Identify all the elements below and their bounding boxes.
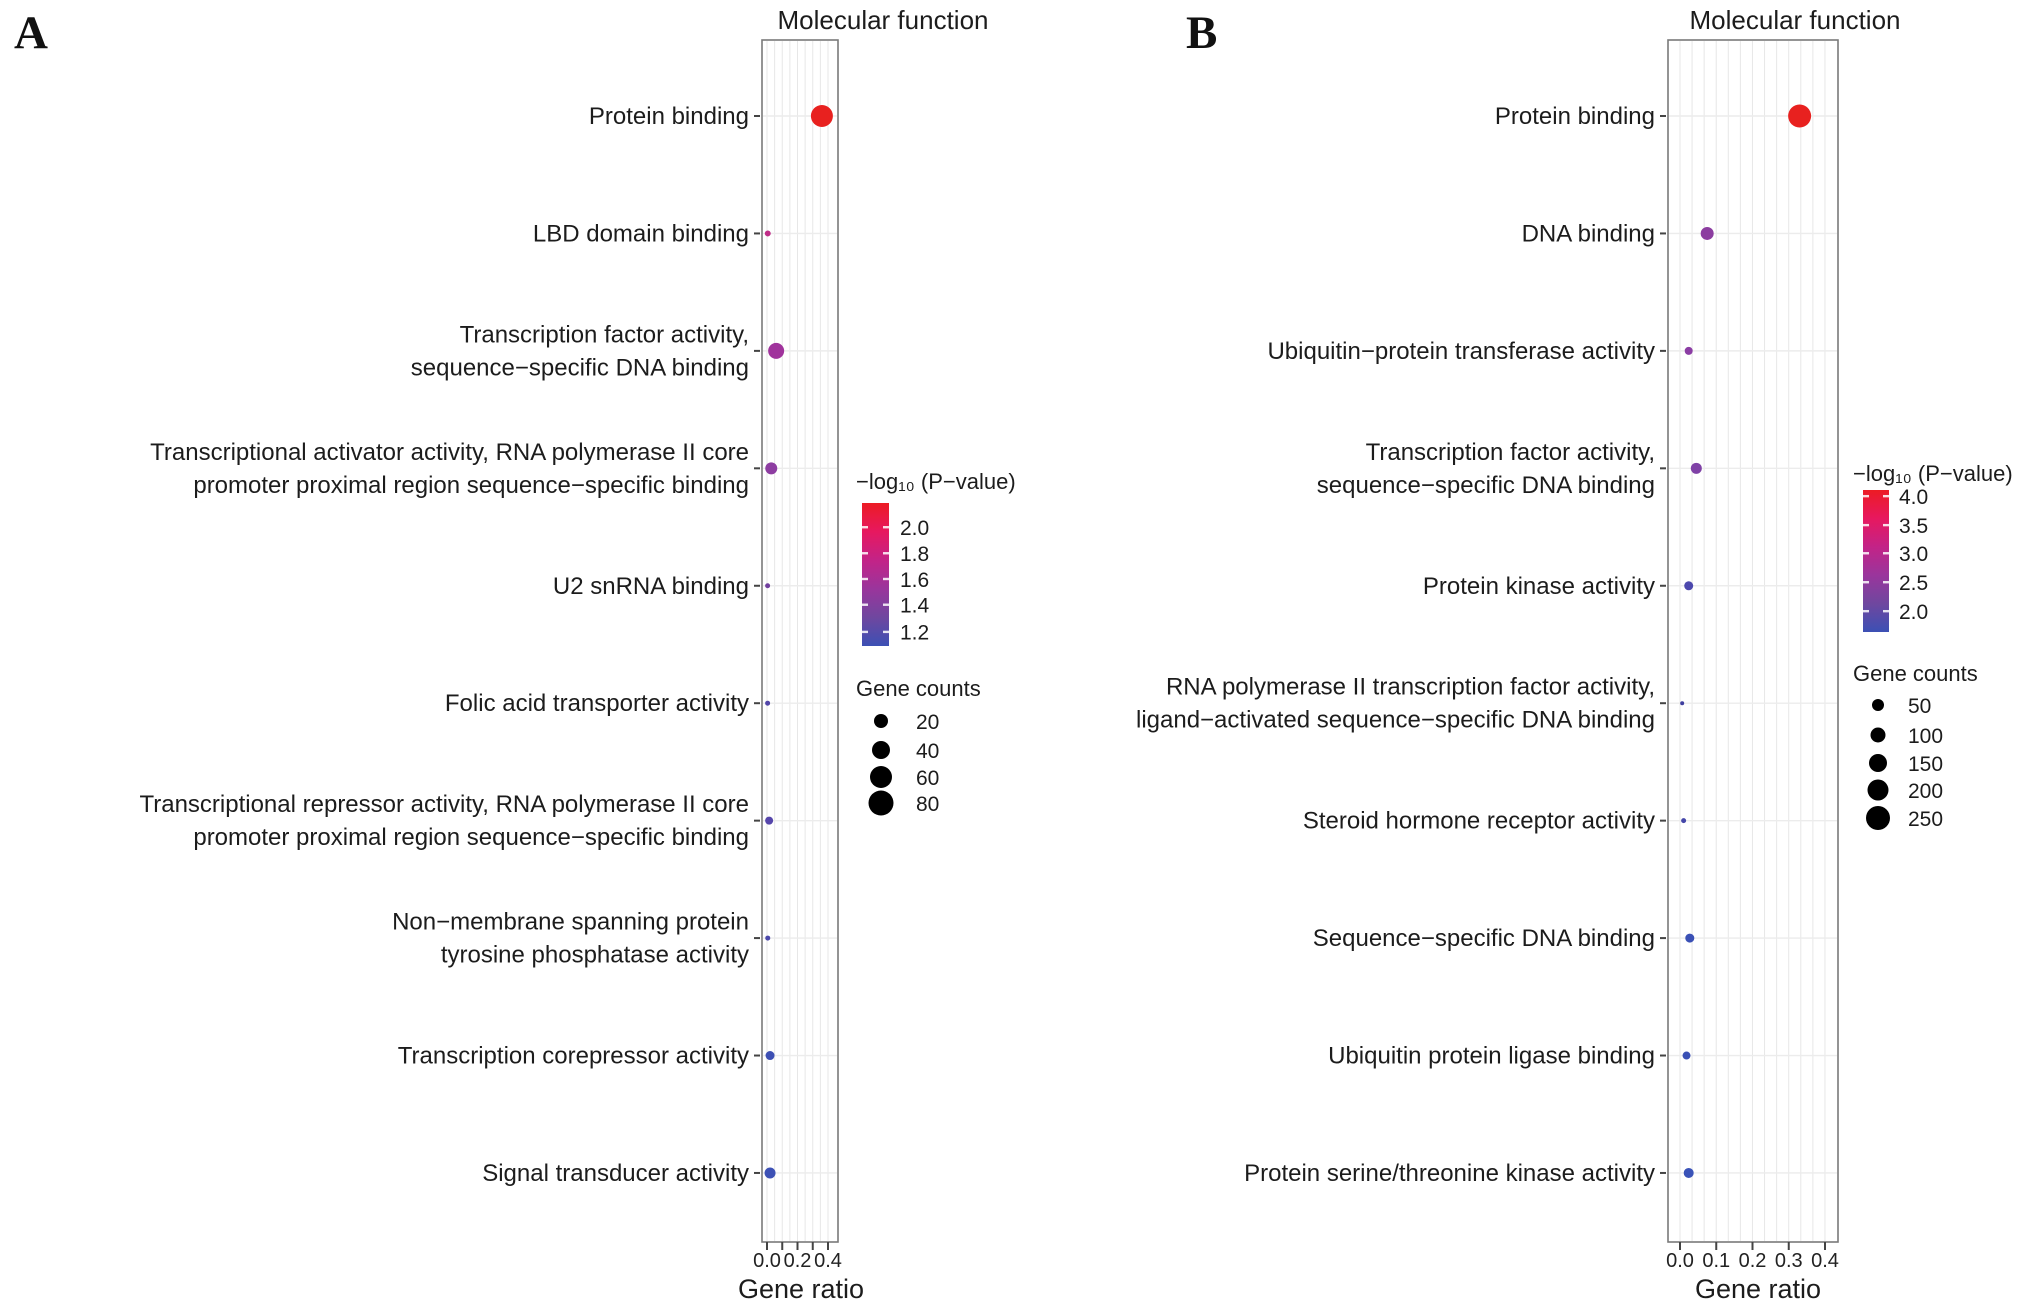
- color-legend-tick: [1883, 524, 1889, 526]
- color-legend-title: −log₁₀ (P−value): [856, 469, 1016, 494]
- category-label: LBD domain binding: [532, 220, 749, 248]
- x-axis-title: Gene ratio: [737, 1274, 865, 1304]
- color-legend-bar: [862, 503, 889, 646]
- color-legend-value: 2.0: [1899, 600, 1929, 624]
- color-legend-value: 1.8: [900, 543, 930, 567]
- color-legend-tick: [883, 552, 889, 554]
- size-legend-dot: [1868, 780, 1889, 801]
- data-point: [765, 936, 770, 941]
- size-legend-dot: [1872, 699, 1884, 711]
- data-point: [1681, 818, 1686, 823]
- x-tick-label: 0.1: [1702, 1250, 1731, 1272]
- color-legend-tick: [1863, 495, 1869, 497]
- color-legend-tick: [883, 578, 889, 580]
- x-tick-label: 0.0: [1666, 1250, 1694, 1272]
- category-label: Protein serine/threonine kinase activity: [1244, 1159, 1655, 1187]
- category-label: DNA binding: [1521, 220, 1655, 248]
- color-legend-tick: [1863, 524, 1869, 526]
- x-axis-title: Gene ratio: [1694, 1274, 1822, 1304]
- panel-b-letter: B: [1186, 7, 1218, 59]
- category-label: Transcription factor activity, sequence−specific DNA binding: [1316, 438, 1655, 499]
- size-legend-title: Gene counts: [1853, 661, 1978, 686]
- data-point: [765, 701, 770, 706]
- size-legend-value: 250: [1908, 808, 1944, 831]
- size-legend-value: 150: [1908, 753, 1944, 776]
- size-legend-dot: [870, 766, 892, 788]
- color-legend-tick: [1883, 610, 1889, 612]
- data-point: [765, 583, 770, 588]
- x-tick-label: 0.4: [1811, 1250, 1839, 1272]
- data-point: [1685, 934, 1694, 943]
- color-legend-value: 3.0: [1899, 543, 1929, 567]
- category-label: Ubiquitin−protein transferase activity: [1267, 337, 1655, 365]
- size-legend-dot: [1871, 728, 1886, 743]
- category-label: RNA polymerase II transcription factor activity, ligand−activated sequence−specific DNA binding: [1135, 673, 1655, 734]
- size-legend-dot: [874, 714, 888, 728]
- color-legend-tick: [862, 631, 868, 633]
- panel-a-letter: A: [14, 7, 48, 59]
- color-legend-tick: [1883, 552, 1889, 554]
- x-tick-label: 0.0: [753, 1250, 781, 1272]
- data-point: [1684, 1168, 1694, 1178]
- panel-title: Molecular function: [777, 5, 989, 35]
- size-legend-dot: [1869, 754, 1887, 772]
- color-legend-value: 1.6: [900, 568, 930, 592]
- category-label: Signal transducer activity: [482, 1159, 749, 1187]
- color-legend-tick: [862, 604, 868, 606]
- data-point: [811, 105, 833, 127]
- color-legend-tick: [1883, 581, 1889, 583]
- x-tick-label: 0.3: [1774, 1250, 1803, 1272]
- color-legend-value: 2.5: [1899, 572, 1929, 596]
- color-legend-tick: [862, 526, 868, 528]
- category-label: Sequence−specific DNA binding: [1312, 925, 1655, 953]
- category-label: Transcription factor activity, sequence−specific DNA binding: [410, 321, 749, 382]
- category-label: Protein binding: [588, 103, 749, 130]
- size-legend-dot: [869, 791, 894, 816]
- category-label: Ubiquitin protein ligase binding: [1328, 1042, 1655, 1070]
- x-tick-label: 0.2: [783, 1250, 812, 1272]
- category-label: Transcriptional activator activity, RNA polymerase II core promoter proximal region sequence−specific binding: [150, 438, 749, 499]
- data-point: [1788, 105, 1811, 128]
- size-legend-value: 200: [1908, 780, 1944, 803]
- color-legend-tick: [1863, 610, 1869, 612]
- category-label: U2 snRNA binding: [552, 572, 749, 600]
- category-label: Steroid hormone receptor activity: [1302, 807, 1655, 835]
- color-legend-title: −log₁₀ (P−value): [1853, 461, 2013, 486]
- color-legend-tick: [1863, 552, 1869, 554]
- data-point: [1691, 463, 1702, 474]
- category-label: Transcriptional repressor activity, RNA polymerase II core promoter proximal region sequence−specific binding: [139, 791, 749, 852]
- panel-b: [1136, 5, 2013, 1304]
- data-point: [768, 343, 784, 359]
- data-point: [1685, 347, 1693, 355]
- data-point: [1701, 227, 1714, 240]
- size-legend-value: 50: [1908, 695, 1932, 718]
- color-legend-tick: [862, 552, 868, 554]
- x-tick-label: 0.2: [1738, 1250, 1767, 1272]
- category-label: Transcription corepressor activity: [397, 1042, 749, 1070]
- color-legend-value: 2.0: [900, 517, 930, 541]
- category-label: Protein kinase activity: [1422, 572, 1655, 600]
- data-point: [1683, 1052, 1691, 1060]
- data-point: [1684, 581, 1693, 590]
- size-legend-value: 40: [916, 740, 940, 763]
- data-point: [1680, 701, 1684, 705]
- size-legend-value: 20: [916, 711, 940, 734]
- size-legend-value: 80: [916, 793, 940, 816]
- category-label: Folic acid transporter activity: [444, 690, 749, 718]
- color-legend-tick: [883, 526, 889, 528]
- data-point: [765, 462, 777, 474]
- category-label: Non−membrane spanning protein tyrosine phosphatase activity: [392, 908, 749, 969]
- color-legend-tick: [862, 578, 868, 580]
- size-legend-value: 60: [916, 767, 940, 790]
- data-point: [765, 1167, 776, 1178]
- plot-area: [762, 40, 838, 1242]
- color-legend-tick: [883, 604, 889, 606]
- size-legend-title: Gene counts: [856, 676, 981, 701]
- data-point: [766, 1051, 775, 1060]
- data-point: [765, 817, 773, 825]
- size-legend-dot: [1866, 806, 1890, 830]
- data-point: [765, 230, 771, 236]
- color-legend-value: 1.4: [900, 594, 930, 618]
- color-legend-value: 3.5: [1899, 514, 1929, 538]
- panel-a: [139, 5, 1015, 1304]
- x-tick-label: 0.4: [814, 1250, 842, 1272]
- panel-title: Molecular function: [1689, 5, 1901, 35]
- color-legend-tick: [1883, 495, 1889, 497]
- color-legend-value: 4.0: [1899, 485, 1929, 509]
- color-legend-tick: [883, 631, 889, 633]
- size-legend-dot: [872, 741, 890, 759]
- size-legend-value: 100: [1908, 725, 1944, 748]
- color-legend-value: 1.2: [900, 621, 930, 645]
- color-legend-tick: [1863, 581, 1869, 583]
- category-label: Protein binding: [1494, 103, 1655, 130]
